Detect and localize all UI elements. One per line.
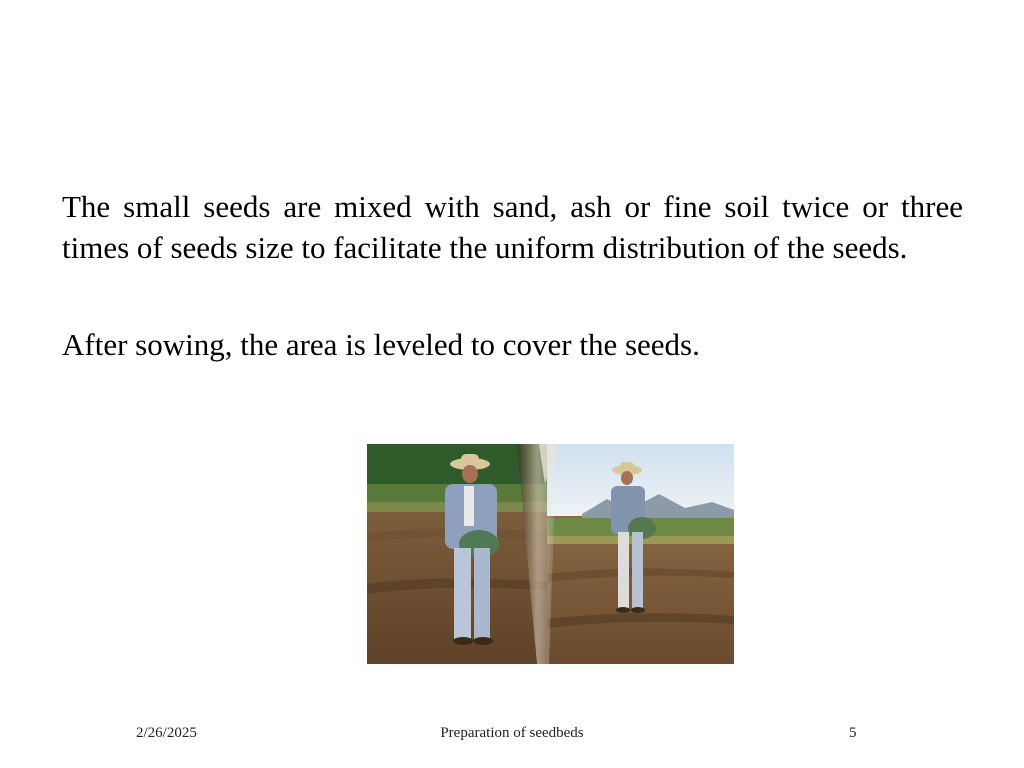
footer-title: Preparation of seedbeds [440,725,584,741]
slide-number: 5 [849,725,857,741]
slide-body [62,186,963,365]
body-paragraph-2: After sowing, the area is leveled to cover the seeds. [62,327,700,362]
right-scene [547,444,734,664]
body-paragraph-1: The small seeds are mixed with sand, ash or fine soil twice or three times of seeds size to facilitate the uniform distribution of the seeds. [62,189,963,265]
farmer-sowing-photo [367,444,734,664]
footer-date: 2/26/2025 [136,725,197,741]
